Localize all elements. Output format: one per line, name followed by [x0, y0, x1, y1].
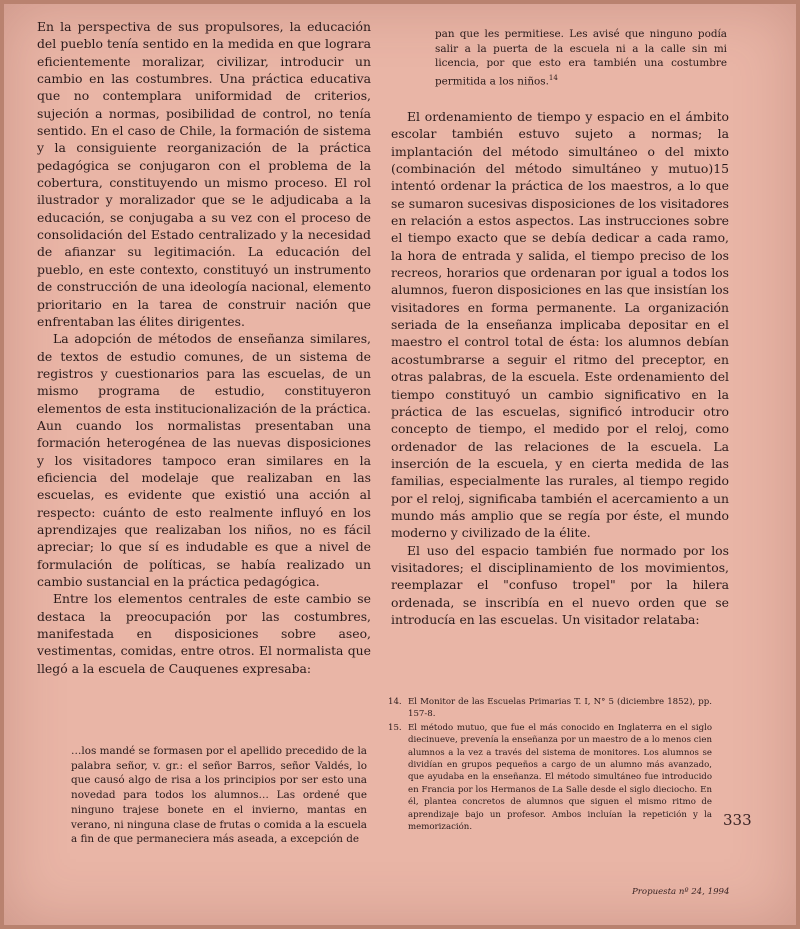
footnote-text: El método mutuo, que fue el más conocido en Inglaterra en el siglo diecinueve, prevenía la enseñanza por un maestro de a lo menos cien alumnos a la vez a través del sistema de monitores. Los alumnos se dividían en grupos pequeños a cargo de un alumno más avanzado, que ayudaba en la enseñanza. El método simultáneo fue introducido en Francia por los Hermanos de La Salle desde el siglo dieciocho. En él, plantea concretos de alumnos que siguen el mismo ritmo de aprendizaje bajo un profesor. Ambos incluían la repetición y la memorización. — [408, 722, 712, 833]
page-number: 333 — [723, 811, 752, 829]
right-paragraph-1: El ordenamiento de tiempo y espacio en el ámbito escolar también estuvo sujeto a normas; la implantación del método simultáneo o del mixto (combinación del método simultáneo y mutuo)15 intentó ordenar la práctica de los maestros, a lo que se sumaron sucesivas disposiciones de los visitadores en relación a estos aspectos. Las instrucciones sobre el tiempo exacto que se debía dedicar a cada ramo, la hora de entrada y salida, el tiempo preciso de los recreos, horarios que ordenaran por igual a todos los alumnos, fueron disposiciones en las que insistían los visitadores en forma permanente. La organización seriada de la enseñanza implicaba depositar en el maestro el control total de ésta: los alumnos debían acostumbrarse a seguir el ritmo del preceptor, en otras palabras, de la escuela. Este ordenamiento del tiempo constituyó un cambio significativo en la práctica de las escuelas, significó introducir otro concepto de tiempo, el medido por el reloj, como ordenador de las relaciones de la escuela. La inserción de la escuela, y en cierta medida de las familias, especialmente las rurales, al tiempo regido por el reloj, significaba también el acercamiento a un mundo más amplio que se regía por éste, el mundo moderno y civilizado de la élite. — [391, 109, 729, 541]
journal-footer: Propuesta nº 24, 1994 — [632, 887, 730, 897]
document-page — [4, 4, 796, 925]
block-quote-left: …los mandé se formasen por el apellido precedido de la palabra señor, v. gr.: el señor Barros, señor Valdés, lo que causó algo de risa a los principios por ser esto una novedad para todos los alumnos… Las ordené que ninguno trajese bonete en el invierno, mantas en verano, ni ninguna clase de frutas o comida a la escuela a fin de que permaneciera más aseada, a excepción de — [71, 745, 367, 846]
footnote — [388, 722, 712, 834]
left-paragraph-3: Entre los elementos centrales de este cambio se destaca la preocupación por las costumbres, manifestada en disposiciones sobre aseo, vestimentas, comidas, entre otros. El normalista que llegó a la escuela de Cauquenes expresaba: — [37, 591, 371, 676]
footnote-number: 15. — [388, 722, 402, 733]
right-column — [391, 108, 729, 628]
block-quote-continued — [435, 27, 727, 89]
footnote-text: El Monitor de las Escuelas Primarias T. I, N° 5 (diciembre 1852), pp. 157-8. — [408, 697, 712, 720]
left-column — [37, 18, 371, 677]
footnote-number: 14. — [388, 697, 402, 707]
right-paragraph-2: El uso del espacio también fue normado por los visitadores; el disciplinamiento de los movimientos, reemplazar el "confuso tropel" por la hilera ordenada, se inscribía en el nuevo orden que se introducía en las escuelas. Un visitador relataba: — [391, 542, 729, 627]
footnotes — [388, 696, 712, 834]
footnote — [388, 696, 712, 721]
left-paragraph-1: En la perspectiva de sus propulsores, la educación del pueblo tenía sentido en la medida en que lograra eficientemente moralizar, civilizar, introducir un cambio en las costumbres. Una práctica educativa que no contemplara uniformidad de criterios, sujeción a normas, posibilidad de control, no tenía sentido. En el caso de Chile, la formación de sistema y la consiguiente reorganización de la práctica pedagógica se conjugaron con el problema de la cobertura, constituyendo un mismo proceso. El rol ilustrador y moralizador que se le adjudicaba a la educación, se conjugaba a su vez con el proceso de consolidación del Estado centralizado y la necesidad de afianzar su legitimación. La educación del pueblo, en este contexto, constituyó un instrumento de construcción de una ideología nacional, elemento prioritario en la tarea de construir nación que enfrentaban las élites dirigentes. — [37, 19, 371, 329]
block-quote-continued-text: pan que les permitiese. Les avisé que ninguno podía salir a la puerta de la escuela ni a la calle sin mi licencia, por que esto era también una costumbre permitida a los niños. — [435, 28, 727, 88]
left-paragraph-2: La adopción de métodos de enseñanza similares, de textos de estudio comunes, de un sistema de registros y cuestionarios para las escuelas, de un mismo programa de estudio, constituyeron elementos de esta institucionalización de la práctica. Aun cuando los normalistas presentaban una formación heterogénea de las nuevas disposiciones y los visitadores tampoco eran similares en la eficiencia del modelaje que realizaban en las escuelas, es evidente que existió una acción al respecto: cuánto de esto realmente influyó en los aprendizajes que realizaban los niños, no es fácil apreciar; lo que sí es indudable es que a nivel de formulación de políticas, se había realizado un cambio sustancial en la práctica pedagógica. — [37, 331, 371, 589]
footnote-ref-14: 14 — [548, 74, 558, 83]
